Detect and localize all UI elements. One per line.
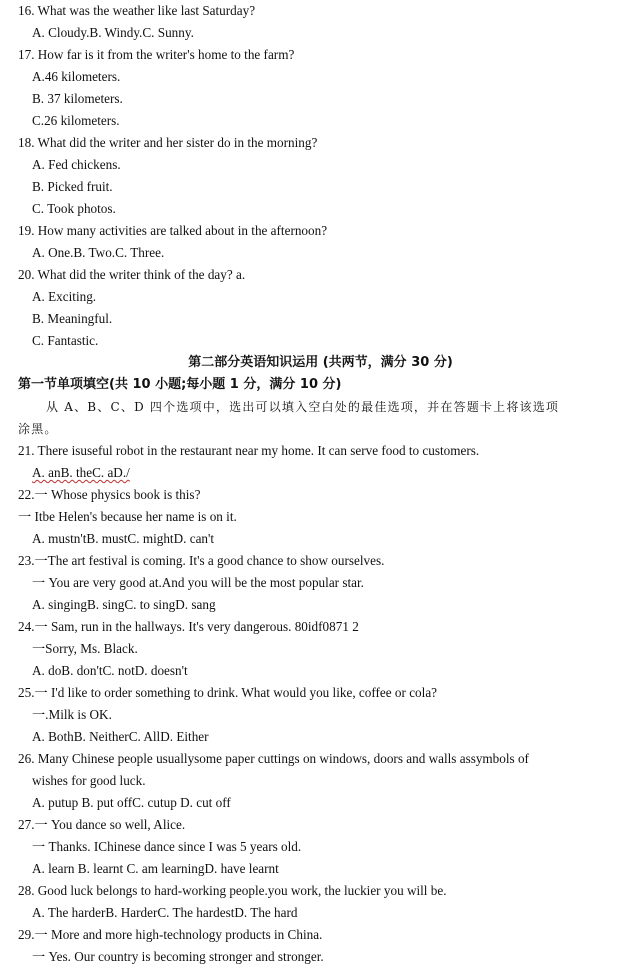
question-22-reply: 一 Itbe Helen's because her name is on it. xyxy=(18,509,237,524)
question-24-stem: 24.一 Sam, run in the hallways. It's very dangerous. 80idf0871 2 xyxy=(18,619,359,634)
question-29-reply: 一 Yes. Our country is becoming stronger and stronger. xyxy=(32,949,324,964)
section-one-heading: 第一节单项填空(共 10 小题;每小题 1 分，满分 10 分) xyxy=(18,377,342,392)
part-two-heading: 第二部分英语知识运用 (共两节，满分 30 分) xyxy=(188,355,453,370)
question-17-option-c: C.26 kilometers. xyxy=(32,113,120,128)
question-22-stem: 22.一 Whose physics book is this? xyxy=(18,487,201,502)
question-22-options: A. mustn'tB. mustC. mightD. can't xyxy=(32,531,215,546)
question-16-options: A. Cloudy.B. Windy.C. Sunny. xyxy=(32,25,194,40)
question-19-options: A. One.B. Two.C. Three. xyxy=(32,245,165,260)
question-27-reply: 一 Thanks. IChinese dance since I was 5 years old. xyxy=(32,839,302,854)
question-20-option-b: B. Meaningful. xyxy=(32,311,113,326)
question-21-stem: 21. There isuseful robot in the restaurant near my home. It can serve food to customers. xyxy=(18,443,480,458)
question-24-reply: 一Sorry, Ms. Black. xyxy=(32,641,138,656)
instructions-line-1: 从 A、B、C、D 四个选项中，选出可以填入空白处的最佳选项，并在答题卡上将该选项 xyxy=(46,400,560,414)
question-20-option-c: C. Fantastic. xyxy=(32,333,99,348)
question-26-stem-continued: wishes for good luck. xyxy=(32,773,146,788)
question-28-stem: 28. Good luck belongs to hard-working people.you work, the luckier you will be. xyxy=(18,883,447,898)
question-28-options: A. The harderB. HarderC. The hardestD. The hard xyxy=(32,905,298,920)
question-18-option-c: C. Took photos. xyxy=(32,201,116,216)
question-16-stem: 16. What was the weather like last Saturday? xyxy=(18,3,256,18)
question-18-stem: 18. What did the writer and her sister do in the morning? xyxy=(18,135,318,150)
question-26-stem: 26. Many Chinese people usuallysome paper cuttings on windows, doors and walls assymbols of xyxy=(18,751,529,766)
question-20-option-a: A. Exciting. xyxy=(32,289,97,304)
question-23-options: A. singingB. singC. to singD. sang xyxy=(32,597,216,612)
question-17-option-a: A.46 kilometers. xyxy=(32,69,121,84)
question-17-stem: 17. How far is it from the writer's home to the farm? xyxy=(18,47,295,62)
question-18-option-a: A. Fed chickens. xyxy=(32,157,121,172)
question-25-options: A. BothB. NeitherC. AllD. Either xyxy=(32,729,209,744)
question-29-stem: 29.一 More and more high-technology products in China. xyxy=(18,927,323,942)
question-19-stem: 19. How many activities are talked about in the afternoon? xyxy=(18,223,328,238)
question-25-reply: 一.Milk is OK. xyxy=(32,707,112,722)
question-18-option-b: B. Picked fruit. xyxy=(32,179,113,194)
question-17-option-b: B. 37 kilometers. xyxy=(32,91,123,106)
instructions-line-2: 涂黑。 xyxy=(18,422,58,436)
question-27-stem: 27.一 You dance so well, Alice. xyxy=(18,817,186,832)
question-20-stem: 20. What did the writer think of the day? a. xyxy=(18,267,246,282)
question-25-stem: 25.一 I'd like to order something to drink. What would you like, coffee or cola? xyxy=(18,685,438,700)
question-21-options: A. anB. theC. aD./ xyxy=(32,465,130,480)
question-27-options: A. learn B. learnt C. am learningD. have learnt xyxy=(32,861,279,876)
question-26-options: A. putup B. put offC. cutup D. cut off xyxy=(32,795,231,810)
question-23-reply: 一 You are very good at.And you will be the most popular star. xyxy=(32,575,364,590)
question-24-options: A. doB. don'tC. notD. doesn't xyxy=(32,663,188,678)
question-23-stem: 23.一The art festival is coming. It's a good chance to show ourselves. xyxy=(18,553,385,568)
